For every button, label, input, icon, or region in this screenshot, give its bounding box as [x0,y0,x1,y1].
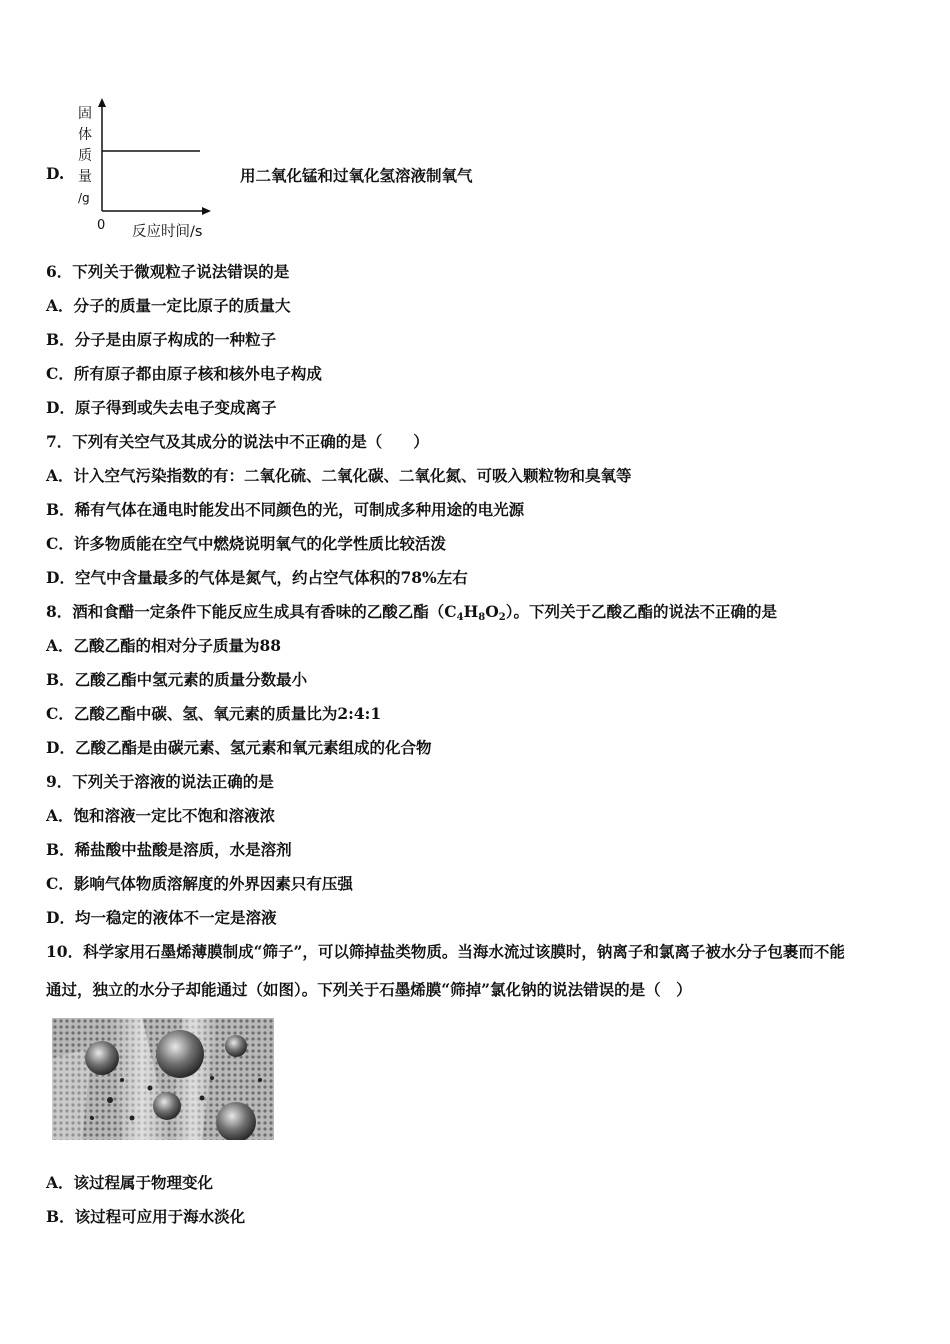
q8-option-b: B．乙酸乙酯中氢元素的质量分数最小 [46,670,308,689]
origin-label: 0 [97,218,106,233]
q6-option-b: B．分子是由原子构成的一种粒子 [46,330,277,349]
formula-h: H [463,602,479,621]
chart-axes [46,96,226,226]
q8-stem-prefix: 8．酒和食醋一定条件下能反应生成具有香味的乙酸乙酯（C [46,602,457,621]
q8-stem-suffix: ）。下列关于乙酸乙酯的说法不正确的是 [505,602,777,621]
y-axis-label-char: 质 [78,148,92,164]
x-axis-label: 反应时间/s [132,224,203,240]
q9-option-b: B．稀盐酸中盐酸是溶质，水是溶剂 [46,840,292,859]
formula-subscript: 4 [456,612,464,623]
y-axis-arrow [98,98,106,107]
q10-option-a: A．该过程属于物理变化 [46,1173,214,1192]
x-axis-arrow [202,207,211,215]
q7-option-c: C．许多物质能在空气中燃烧说明氧气的化学性质比较活泼 [46,534,446,553]
formula-subscript: 2 [498,612,506,623]
chart-option-label: D. [46,164,65,183]
graphene-membrane-figure [52,1018,274,1140]
q10-stem-line2: 通过，独立的水分子却能通过（如图）。下列关于石墨烯膜“筛掉”氯化钠的说法错误的是（ ） [46,980,692,999]
mass-time-chart [46,96,566,246]
option-d-text: 用二氧化锰和过氧化氢溶液制氧气 [240,166,473,185]
y-axis-label-char: 体 [78,127,92,143]
q10-option-b: B．该过程可应用于海水淡化 [46,1207,246,1226]
q7-option-d: D．空气中含量最多的气体是氮气，约占空气体积的78%左右 [46,568,468,587]
q9-option-d: D．均一稳定的液体不一定是溶液 [46,908,277,927]
q9-option-a: A．饱和溶液一定比不饱和溶液浓 [46,806,276,825]
y-axis-label-char: 量 [78,169,92,185]
q6-stem: 6．下列关于微观粒子说法错误的是 [46,262,290,281]
q7-option-b: B．稀有气体在通电时能发出不同颜色的光，可制成多种用途的电光源 [46,500,525,519]
q6-option-d: D．原子得到或失去电子变成离子 [46,398,277,417]
q8-option-c: C．乙酸乙酯中碳、氢、氧元素的质量比为2:4:1 [46,704,382,723]
q10-stem-line1: 10．科学家用石墨烯薄膜制成“筛子”，可以筛掉盐类物质。当海水流过该膜时，钠离子和氯离子被水分子包裹而不能 [46,942,845,961]
y-axis-label-char: /g [78,191,90,205]
graphene-membrane-illustration [52,1018,274,1140]
y-axis-label-char: 固 [78,106,92,122]
q9-stem: 9．下列关于溶液的说法正确的是 [46,772,274,791]
q6-option-a: A．分子的质量一定比原子的质量大 [46,296,291,315]
q8-stem [46,602,777,628]
q7-option-a: A．计入空气污染指数的有：二氧化硫、二氧化碳、二氧化氮、可吸入颗粒物和臭氧等 [46,466,632,485]
formula-o: O [485,602,499,621]
q6-option-c: C．所有原子都由原子核和核外电子构成 [46,364,322,383]
formula-subscript: 8 [478,612,486,623]
q7-stem: 7．下列有关空气及其成分的说法中不正确的是（ ） [46,432,429,451]
q8-option-a: A．乙酸乙酯的相对分子质量为88 [46,636,282,655]
q8-option-d: D．乙酸乙酯是由碳元素、氢元素和氧元素组成的化合物 [46,738,432,757]
q9-option-c: C．影响气体物质溶解度的外界因素只有压强 [46,874,353,893]
